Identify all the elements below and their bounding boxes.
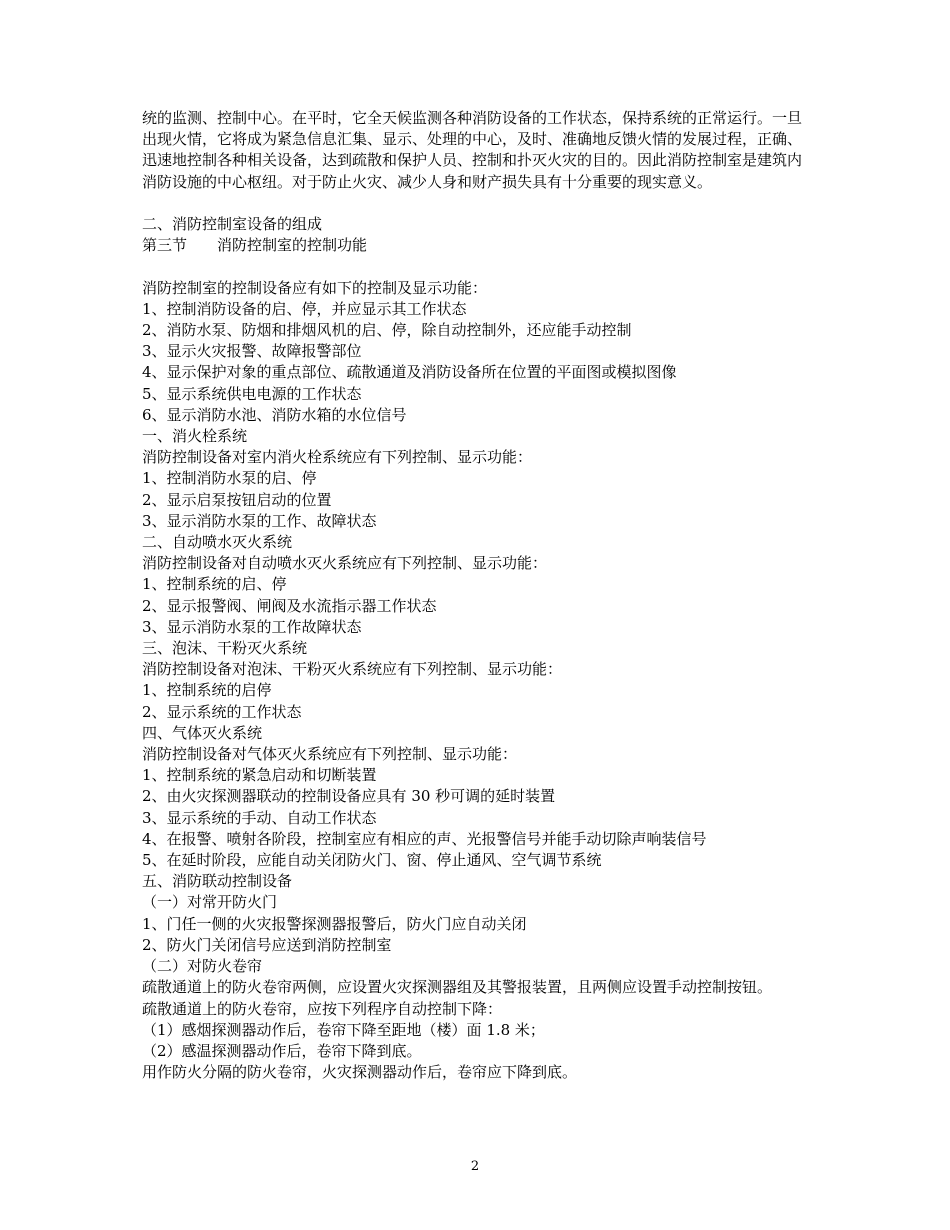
section-heading-equipment: 二、消防控制室设备的组成: [142, 215, 323, 233]
text-line: （2）感温探测器动作后，卷帘下降到底。: [142, 1041, 422, 1060]
text-line: 5、在延时阶段，应能自动关闭防火门、窗、停止通风、空气调节系统: [142, 851, 602, 870]
text-line: 3、显示火灾报警、故障报警部位: [142, 342, 362, 361]
chapter-heading-control-functions: 第三节 消防控制室的控制功能: [142, 236, 368, 255]
text-line: 二、自动喷水灭火系统: [142, 533, 293, 552]
blank-line: [142, 256, 812, 277]
text-line: 一、消火栓系统: [142, 427, 248, 446]
text-line: 3、显示消防水泵的工作、故障状态: [142, 511, 377, 530]
text-line: （二）对防火卷帘: [142, 957, 263, 976]
text-line: 1、控制系统的紧急启动和切断装置: [142, 766, 377, 785]
text-line: 消防控制设备对自动喷水灭火系统应有下列控制、显示功能：: [142, 554, 548, 573]
body-lines: [142, 278, 812, 1084]
text-line: 四、气体灭火系统: [142, 723, 263, 742]
text-line: 1、控制消防设备的启、停，并应显示其工作状态: [142, 299, 467, 318]
text-line: （一）对常开防火门: [142, 893, 278, 912]
text-line: 6、显示消防水池、消防水箱的水位信号: [142, 405, 407, 424]
blank-line: [142, 193, 812, 214]
text-line: 消防控制设备对室内消火栓系统应有下列控制、显示功能：: [142, 448, 533, 467]
text-line: 4、在报警、喷射各阶段，控制室应有相应的声、光报警信号并能手动切除声响装信号: [142, 829, 707, 848]
text-line: 三、泡沫、干粉灭火系统: [142, 639, 308, 658]
text-line: 5、显示系统供电电源的工作状态: [142, 384, 362, 403]
text-line: 4、显示保护对象的重点部位、疏散通道及消防设备所在位置的平面图或模拟图像: [142, 363, 677, 382]
text-line: 2、消防水泵、防烟和排烟风机的启、停，除自动控制外，还应能手动控制: [142, 321, 632, 339]
text-line: 2、显示系统的工作状态: [142, 702, 302, 721]
text-line: 2、显示报警阀、闸阀及水流指示器工作状态: [142, 596, 437, 615]
text-line: 2、由火灾探测器联动的控制设备应具有 30 秒可调的延时装置: [142, 787, 556, 806]
text-line: 3、显示消防水泵的工作故障状态: [142, 617, 362, 636]
text-line: 1、门任一侧的火灾报警探测器报警后，防火门应自动关闭: [142, 914, 527, 933]
intro-paragraph: 统的监测、控制中心。在平时，它全天候监测各种消防设备的工作状态，保持系统的正常运行。一旦出现火情，它将成为紧急信息汇集、显示、处理的中心，及时、准确地反馈火情的发展过程，正确、迅速地控制各种相关设备，达到疏散和保护人员、控制和扑灭火灾的目的。因此消防控制室是建筑内消防设施的中心枢纽。对于防止火灾、减少人身和财产损失具有十分重要的现实意义。: [142, 109, 803, 191]
text-line: 疏散通道上的防火卷帘，应按下列程序自动控制下降：: [142, 999, 503, 1018]
text-line: 五、消防联动控制设备: [142, 872, 293, 891]
text-line: 1、控制系统的启、停: [142, 575, 287, 594]
text-line: 1、控制系统的启停: [142, 681, 272, 700]
text-line: 3、显示系统的手动、自动工作状态: [142, 808, 377, 827]
page-number: 2: [470, 1159, 480, 1174]
text-line: 疏散通道上的防火卷帘两侧，应设置火灾探测器组及其警报装置，且两侧应设置手动控制按钮。: [142, 978, 773, 997]
document-page: [142, 108, 812, 1083]
text-line: （1）感烟探测器动作后，卷帘下降至距地（楼）面 1.8 米；: [142, 1020, 545, 1039]
text-line: 消防控制室的控制设备应有如下的控制及显示功能：: [142, 278, 488, 297]
text-line: 消防控制设备对泡沫、干粉灭火系统应有下列控制、显示功能：: [142, 660, 563, 679]
text-line: 消防控制设备对气体灭火系统应有下列控制、显示功能：: [142, 745, 518, 764]
text-line: 用作防火分隔的防火卷帘，火灾探测器动作后，卷帘应下降到底。: [142, 1063, 578, 1082]
text-line: 2、防火门关闭信号应送到消防控制室: [142, 935, 392, 954]
text-line: 1、控制消防水泵的启、停: [142, 469, 317, 488]
text-line: 2、显示启泵按钮启动的位置: [142, 490, 332, 509]
